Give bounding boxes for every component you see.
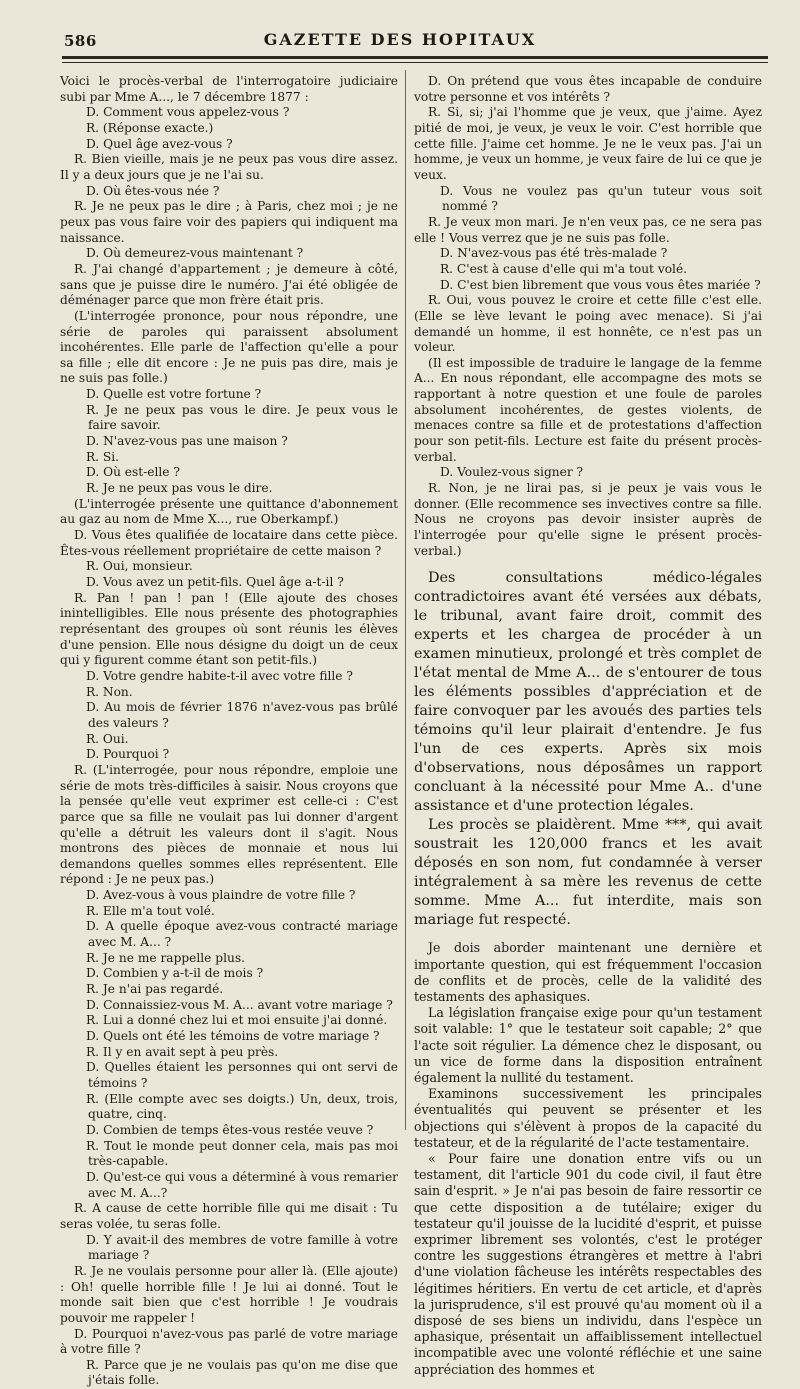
- paragraph: (L'interrogée prononce, pour nous répondre, une série de paroles qui paraissent absolument incohérentes. Elle parle de l'affection qu'elle a pour sa fille ; elle dit encore : Je ne puis pas dire, mais je ne suis pas folle.): [60, 308, 398, 386]
- header-rule-thin: [62, 62, 768, 63]
- paragraph: D. Pourquoi ?: [86, 747, 170, 762]
- paragraph: R. Il y en avait sept à peu près.: [86, 1044, 279, 1059]
- header-rule: [62, 56, 768, 59]
- paragraph: R. J'ai changé d'appartement ; je demeure à côté, sans que je puisse dire le numéro. J'ai été obligée de déménager parce que mon frère était pris.: [60, 261, 398, 308]
- paragraph: D. Votre gendre habite-t-il avec votre fille ?: [86, 668, 353, 683]
- paragraph: D. Quel âge avez-vous ?: [86, 136, 233, 151]
- paragraph: Je dois aborder maintenant une dernière et importante question, qui est fréquemment l'occasion de conflits et de procès, celle de la validité des testaments des aphasiques.: [414, 940, 762, 1004]
- paragraph: R. Lui a donné chez lui et moi ensuite j'ai donné.: [86, 1013, 388, 1028]
- paragraph: R. Je veux mon mari. Je n'en veux pas, ce ne sera pas elle ! Vous verrez que je ne suis pas folle.: [414, 214, 762, 245]
- paragraph: R. Bien vieille, mais je ne peux pas vous dire assez. Il y a deux jours que je ne l'ai su.: [60, 152, 398, 182]
- paragraph: (L'interrogée présente une quittance d'abonnement au gaz au nom de Mme X..., rue Oberkampf.): [60, 496, 398, 527]
- paragraph: R. Oui.: [86, 731, 129, 746]
- paragraph: R. Je ne me rappelle plus.: [86, 950, 245, 965]
- paragraph: R. Non, je ne lirai pas, si je peux je vais vous le donner. (Elle recommence ses invectives contre sa fille. Nous ne croyons pas devoir insister auprès de l'interrogée pour qu'elle signe le présent procès-verbal.): [414, 481, 762, 558]
- paragraph: R. (Elle compte avec ses doigts.) Un, deux, trois, quatre, cinq.: [86, 1091, 398, 1122]
- left-column: [60, 74, 398, 1389]
- paragraph: D. N'avez-vous pas été très-malade ?: [440, 246, 668, 261]
- paragraph: D. Voulez-vous signer ?: [440, 465, 584, 480]
- paragraph: D. A quelle époque avez-vous contracté mariage avec M. A... ?: [86, 919, 398, 950]
- paragraph: D. Avez-vous à vous plaindre de votre fille ?: [86, 888, 356, 903]
- paragraph: R. Je ne peux pas vous le dire. Je peux vous le faire savoir.: [86, 402, 398, 433]
- page-number: 586: [64, 32, 97, 50]
- column-divider: [405, 70, 406, 1130]
- paragraph: R. Pan ! pan ! pan ! (Elle ajoute des choses inintelligibles. Elle nous présente des photographies représentant des groupes où sont réunis les élèves d'une pension. Elle nous désigne du doigt un de ceux qui y figurent comme étant son petit-fils.): [60, 590, 398, 668]
- paragraph: R. Je ne peux pas vous le dire.: [86, 481, 273, 496]
- paragraph: R. Oui, monsieur.: [86, 559, 193, 574]
- paragraph: D. Y avait-il des membres de votre famille à votre mariage ?: [86, 1232, 398, 1263]
- paragraph: D. Quelle est votre fortune ?: [86, 387, 262, 402]
- paragraph: Voici le procès-verbal de l'interrogatoire judiciaire subi par Mme A..., le 7 décembre 1877 :: [60, 74, 398, 104]
- paragraph: D. Vous avez un petit-fils. Quel âge a-t-il ?: [86, 575, 344, 589]
- paragraph: D. Au mois de février 1876 n'avez-vous pas brûlé des valeurs ?: [86, 700, 398, 730]
- paragraph: « Pour faire une donation entre vifs ou un testament, dit l'article 901 du code civil, il faut être sain d'esprit. » Je n'ai pas besoin de faire ressortir ce que cette disposition a de tutélaire; exiger du testateur qu'il jouisse de la lucidité d'esprit, et puisse exprimer librement ses volontés, c'est le protéger contre les suggestions étrangères et mettre à l'abri d'une violation fâcheuse les intérêts respectables des légitimes héritiers. En vertu de cet article, et d'après la jurisprudence, s'il est prouvé qu'au moment où il a disposé de ses biens un individu, dans l'espèce un aphasique, présentait un affaiblissement intellectuel incompatible avec une volonté réfléchie et une saine appréciation des hommes et: [414, 1150, 762, 1377]
- paragraph: R. Je ne peux pas le dire ; à Paris, chez moi ; je ne peux pas vous faire voir des papiers qui indiquent ma naissance.: [60, 199, 398, 245]
- journal-title: GAZETTE DES HOPITAUX: [263, 30, 537, 49]
- paragraph: R. Parce que je ne voulais pas qu'on me dise que j'étais folle.: [86, 1357, 398, 1388]
- paragraph: D. Comment vous appelez-vous ?: [86, 105, 290, 120]
- paragraph: D. N'avez-vous pas une maison ?: [86, 434, 288, 449]
- paragraph: D. Quelles étaient les personnes qui ont servi de témoins ?: [86, 1060, 398, 1090]
- paragraph: D. Connaissiez-vous M. A... avant votre mariage ?: [86, 997, 393, 1012]
- paragraph: R. Oui, vous pouvez le croire et cette fille c'est elle. (Elle se lève levant le poing avec menace). Si j'ai demandé un homme, il est honnête, ce n'est pas un voleur.: [414, 293, 762, 355]
- page-header: [0, 0, 800, 50]
- paragraph: D. Quels ont été les témoins de votre mariage ?: [86, 1029, 380, 1044]
- paragraph: R. (Réponse exacte.): [86, 120, 214, 135]
- paragraph: Les procès se plaidèrent. Mme ***, qui avait soustrait les 120,000 francs et les avait déposés en son nom, fut condamnée à verser intégralement à sa mère les revenus de cette somme. Mme A... fut interdite, mais son mariage fut respecté.: [414, 817, 762, 929]
- paragraph: D. C'est bien librement que vous vous êtes mariée ?: [440, 277, 761, 292]
- paragraph: D. Où êtes-vous née ?: [86, 183, 220, 198]
- paragraph: D. Vous êtes qualifiée de locataire dans cette pièce. Êtes-vous réellement propriétaire de cette maison ?: [60, 528, 398, 558]
- paragraph: R. Elle m'a tout volé.: [86, 903, 215, 918]
- paragraph: R. Tout le monde peut donner cela, mais pas moi très-capable.: [86, 1138, 398, 1169]
- paragraph: R. C'est à cause d'elle qui m'a tout volé.: [440, 261, 688, 276]
- paragraph: D. Où est-elle ?: [86, 465, 180, 480]
- paragraph: D. Qu'est-ce qui vous a déterminé à vous remarier avec M. A...?: [86, 1169, 398, 1200]
- paragraph: D. On prétend que vous êtes incapable de conduire votre personne et vos intérêts ?: [414, 74, 762, 104]
- paragraph: R. Je n'ai pas regardé.: [86, 982, 224, 997]
- right-column: [414, 74, 762, 1378]
- paragraph: D. Combien y a-t-il de mois ?: [86, 966, 264, 981]
- paragraph: D. Où demeurez-vous maintenant ?: [86, 246, 304, 261]
- paragraph: Des consultations médico-légales contradictoires avant été versées aux débats, le tribunal, avant faire droit, commit des experts et les chargea de procéder à un examen minutieux, prolongé et très complet de l'état mental de Mme A... de s'entourer de tous les éléments possibles d'appréciation et de faire convoquer par les avoués des parties tels témoins qu'il leur plairait d'entendre. Je fus l'un de ces experts. Après six mois d'observations, nous déposâmes un rapport concluant à la nécessité pour Mme A.. d'une assistance et d'une protection légales.: [414, 570, 762, 815]
- paragraph: R. Si.: [86, 449, 120, 464]
- paragraph: R. A cause de cette horrible fille qui me disait : Tu seras volée, tu seras folle.: [60, 1201, 398, 1231]
- paragraph: R. Non.: [86, 684, 133, 699]
- paragraph: (Il est impossible de traduire le langage de la femme A... En nous répondant, elle accompagne des mots se rapportant à notre question et une foule de paroles absolument incohérentes, de gestes violents, de menaces contre sa fille et de protestations d'affection pour son petit-fils. Lecture est faite du présent procès-verbal.: [414, 355, 762, 464]
- paragraph: D. Pourquoi n'avez-vous pas parlé de votre mariage à votre fille ?: [60, 1326, 398, 1357]
- paragraph: R. Si, si; j'ai l'homme que je veux, que j'aime. Ayez pitié de moi, je veux, je veux le voir. C'est horrible que cette fille. J'aime cet homme. Je ne le veux pas. J'ai un homme, je veux un homme, je veux faire de lui ce que je veux.: [414, 105, 762, 182]
- paragraph: La législation française exige pour qu'un testament soit valable: 1° que le testateur soit capable; 2° que l'acte soit régulier. La démence chez le disposant, ou un vice de forme dans la disposition entraînent également la nullité du testament.: [414, 1005, 762, 1085]
- paragraph: R. (L'interrogée, pour nous répondre, emploie une série de mots très-difficiles à saisir. Nous croyons que la pensée qu'elle veut exprimer est celle-ci : C'est parce que sa fille ne voulait pas lui donner d'argent qu'elle a détruit les valeurs dont il s'agit. Nous montrons des pièces de monnaie et nous lui demandons quelles sommes elles représentent. Elle répond : Je ne peux pas.): [60, 762, 398, 887]
- paragraph: Examinons successivement les principales éventualités qui peuvent se présenter et les objections qui s'élèvent à propos de la capacité du testateur, et de la régularité de l'acte testamentaire.: [414, 1086, 762, 1150]
- paragraph: D. Combien de temps êtes-vous restée veuve ?: [86, 1122, 374, 1137]
- paragraph: R. Je ne voulais personne pour aller là. (Elle ajoute) : Oh! quelle horrible fille ! Je lui ai donné. Tout le monde sait bien que c'est horrible ! Je voudrais pouvoir me rappeler !: [60, 1263, 398, 1325]
- paragraph: D. Vous ne voulez pas qu'un tuteur vous soit nommé ?: [440, 183, 762, 214]
